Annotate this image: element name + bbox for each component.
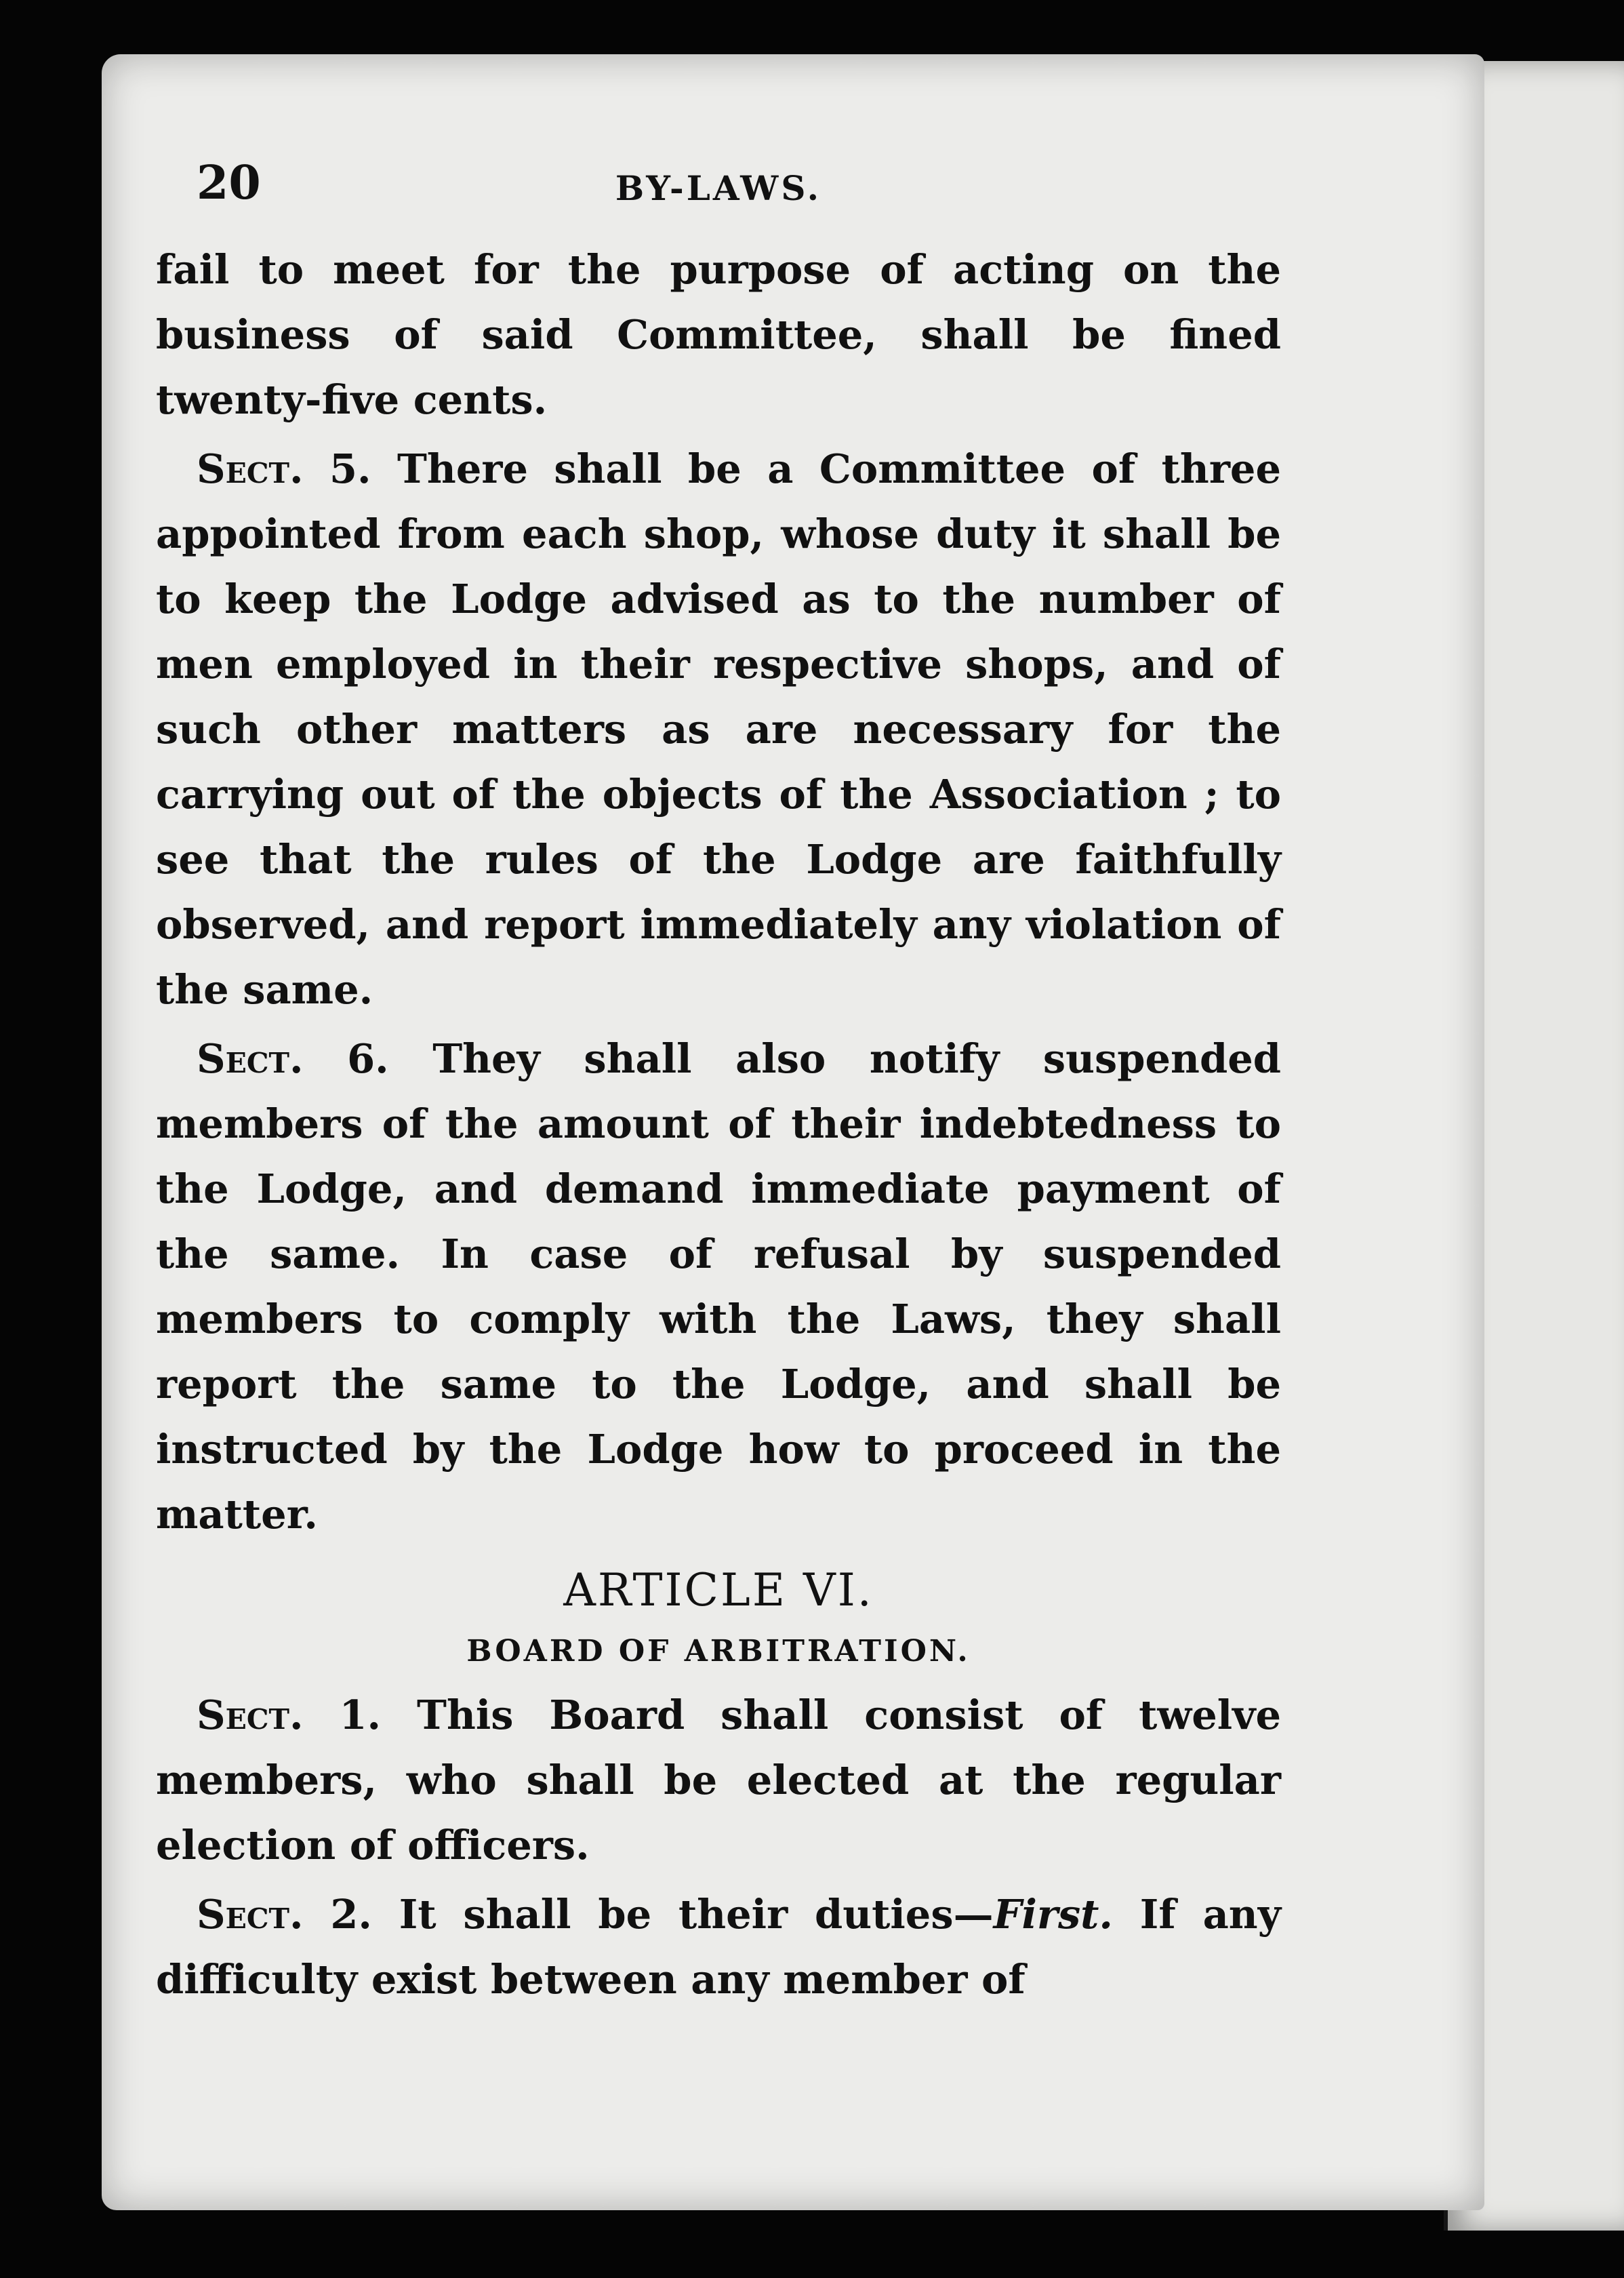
section-5 (156, 437, 1281, 1022)
section-6 (156, 1026, 1281, 1547)
running-head: BY-LAWS. (615, 168, 822, 208)
article-section-1-label: Sect. 1. (197, 1692, 382, 1738)
article-section-1 (156, 1683, 1281, 1878)
paragraph-continued: fail to meet for the purpose of acting on the business of said Committee, shall be fined twenty-five cents. (156, 246, 1281, 423)
article-section-1-text: This Board shall consist of twelve members, who shall be elected at the regular election of officers. (156, 1692, 1281, 1869)
article-subtitle: BOARD OF ARBITRATION. (466, 1634, 971, 1668)
section-6-text: They shall also notify suspended members of the amount of their indebtedness to the Lodge, and demand immediate payment of the same. In case of refusal by suspended members to comply with the Laws, they shall report the same to the Lodge, and shall be instructed by the Lodge how to proceed in the matter. (156, 1035, 1281, 1538)
section-6-label: Sect. 6. (197, 1035, 389, 1082)
page-number: 20 (197, 156, 261, 210)
article-section-2-text-b: If any difficulty exist between any member of (156, 1891, 1281, 2003)
article-section-2 (156, 1882, 1281, 2012)
article-section-2-label: Sect. 2. (197, 1891, 372, 1938)
page-text (156, 149, 1281, 2012)
section-5-text: There shall be a Committee of three appointed from each shop, whose duty it shall be to keep the Lodge advised as to the number of men employed in their respective shops, and of such other matters as are necessary for the carrying out of the objects of the Association ; to see that the rules of the Lodge are faithfully observed, and report immediately any violation of the same. (156, 445, 1281, 1013)
article-section-2-text-a: It shall be their duties— (399, 1891, 994, 1938)
article-section-2-first: First. (993, 1891, 1113, 1938)
page-header (156, 149, 1281, 237)
article-title: ARTICLE VI. (563, 1564, 874, 1616)
section-5-label: Sect. 5. (197, 445, 371, 492)
